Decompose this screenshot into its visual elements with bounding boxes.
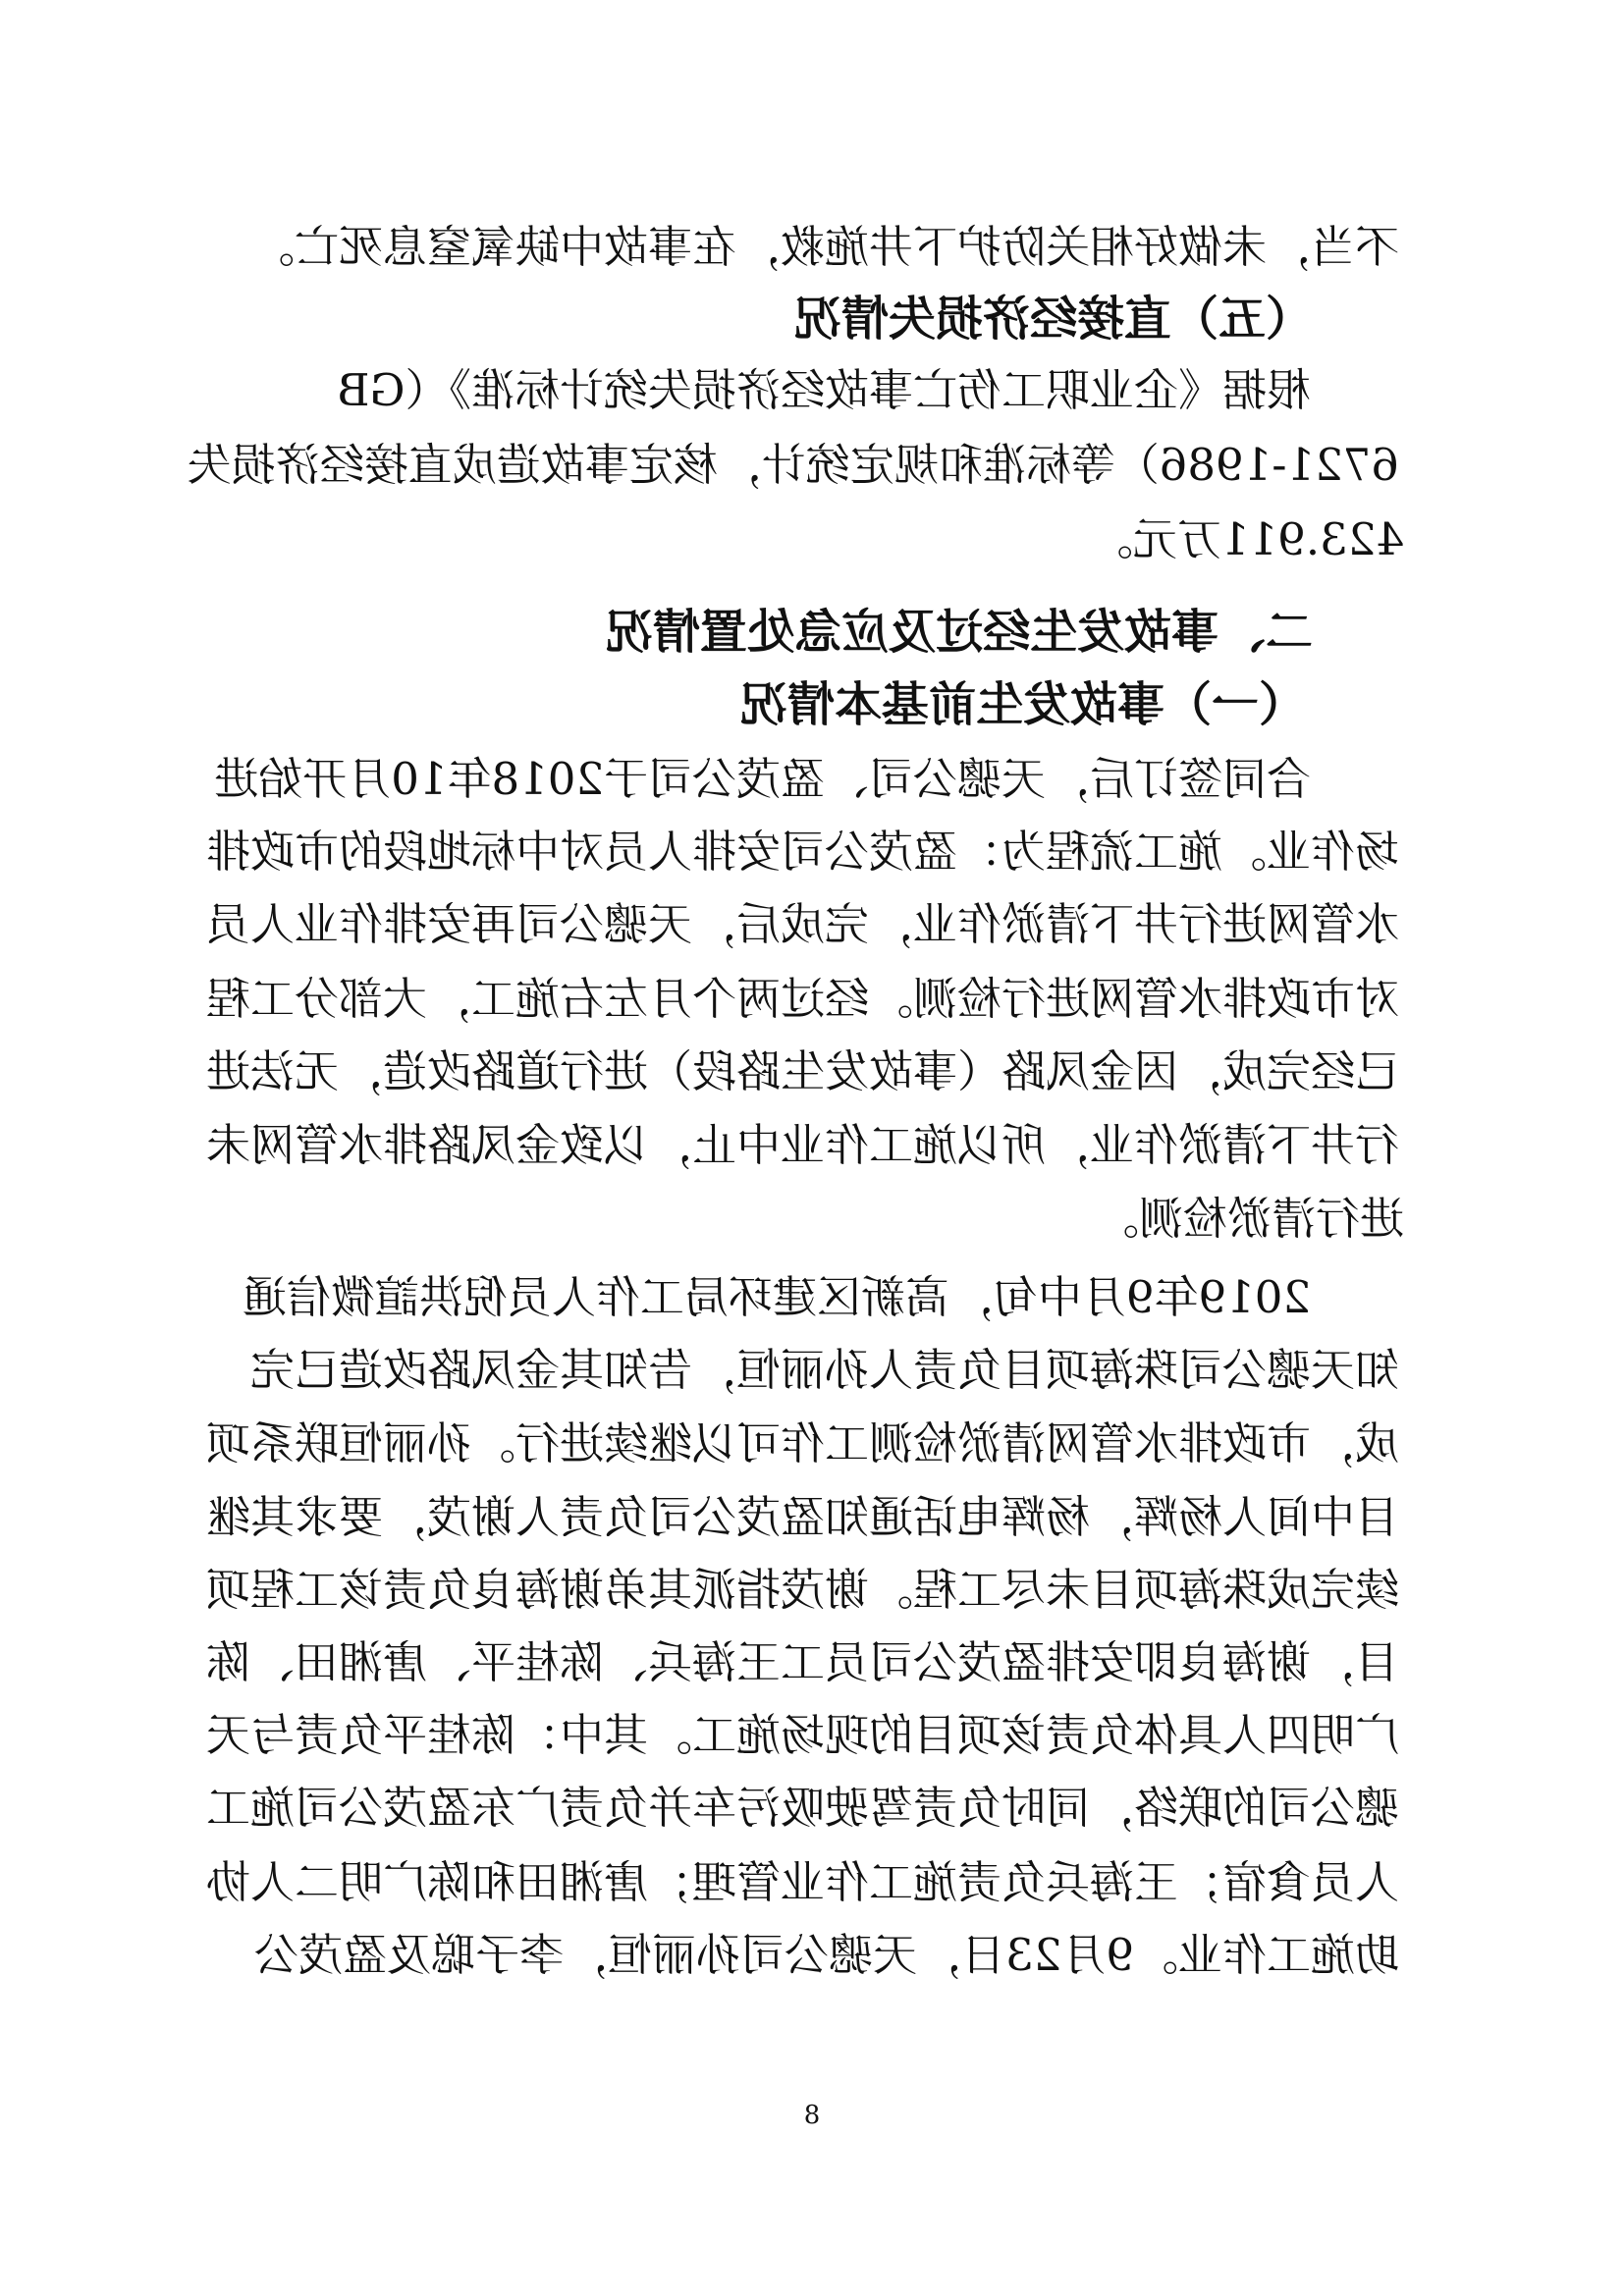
- text-line: 423.911万元。: [1088, 513, 1404, 565]
- section-heading: （五）直接经济损失情况: [793, 292, 1313, 347]
- text-line: 目，谢海良即安排盈茂公司员工王海兵、陈桂平、唐湘田、陈: [205, 1636, 1399, 1688]
- page-number: 8: [803, 2101, 821, 2130]
- text-line: 成，市政排水管网清淤检测工作可以继续进行。孙丽恒联系项: [205, 1417, 1399, 1469]
- text-line: 目中间人杨辉，杨辉电话通知盈茂公司负责人谢茂，要求其继: [205, 1491, 1399, 1543]
- text-line: 2019年9月中旬，高新区建环局工作人员倪洪諠微信通: [242, 1271, 1311, 1323]
- text-line: 水管网进行井下清淤作业，完成后，天骢公司再安排作业人员: [205, 898, 1399, 950]
- section-heading: （一）事故发生前基本情况: [739, 677, 1306, 732]
- text-line: 根据《企业职工伤亡事故经济损失统计标准》（GB: [337, 364, 1311, 416]
- text-line: 续完成珠海项目未尽工程。谢茂指派其弟谢海良负责该工程项: [205, 1564, 1399, 1616]
- text-line: 6721-1986）等标准和规定统计，核定事故造成直接经济损失: [187, 439, 1399, 491]
- text-line: 合同签订后，天骢公司、盈茂公司于2018年10月开始进: [214, 753, 1311, 805]
- text-line: 进行清淤检测。: [1094, 1193, 1404, 1245]
- text-line: 已经完成，因金凤路（事故发生路段）进行道路改造，无法进: [205, 1045, 1399, 1097]
- text-line: 人员食宿；王海兵负责施工作业管理；唐湘田和陈广明二人协: [205, 1856, 1399, 1908]
- text-line: 行井下清淤作业，所以施工作业中止，以致金凤路排水管网未: [205, 1119, 1399, 1171]
- text-line: 不当，未做好相关防护下井施救，在事故中缺氧窒息死亡。: [249, 221, 1399, 273]
- text-line: 场作业。施工流程为：盈茂公司安排人员对中标地段的市政排: [205, 826, 1399, 878]
- text-line: 知天骢公司珠海项目负责人孙丽恒，告知其金凤路改造已完: [249, 1344, 1399, 1396]
- chapter-heading: 二、事故发生经过及应急处置情况: [605, 605, 1313, 660]
- text-line: 广明四人具体负责该项目的现场施工。其中：陈桂平负责与天: [205, 1709, 1399, 1761]
- text-line: 助施工作业。9月23日，天骢公司孙丽恒，李子聪及盈茂公: [254, 1929, 1399, 1981]
- text-line: 骢公司的联络，同时负责驾驶吸污车并负责广东盈茂公司施工: [205, 1782, 1399, 1834]
- text-line: 对市政排水管网进行检测。经过两个月左右施工，大部分工程: [205, 973, 1399, 1025]
